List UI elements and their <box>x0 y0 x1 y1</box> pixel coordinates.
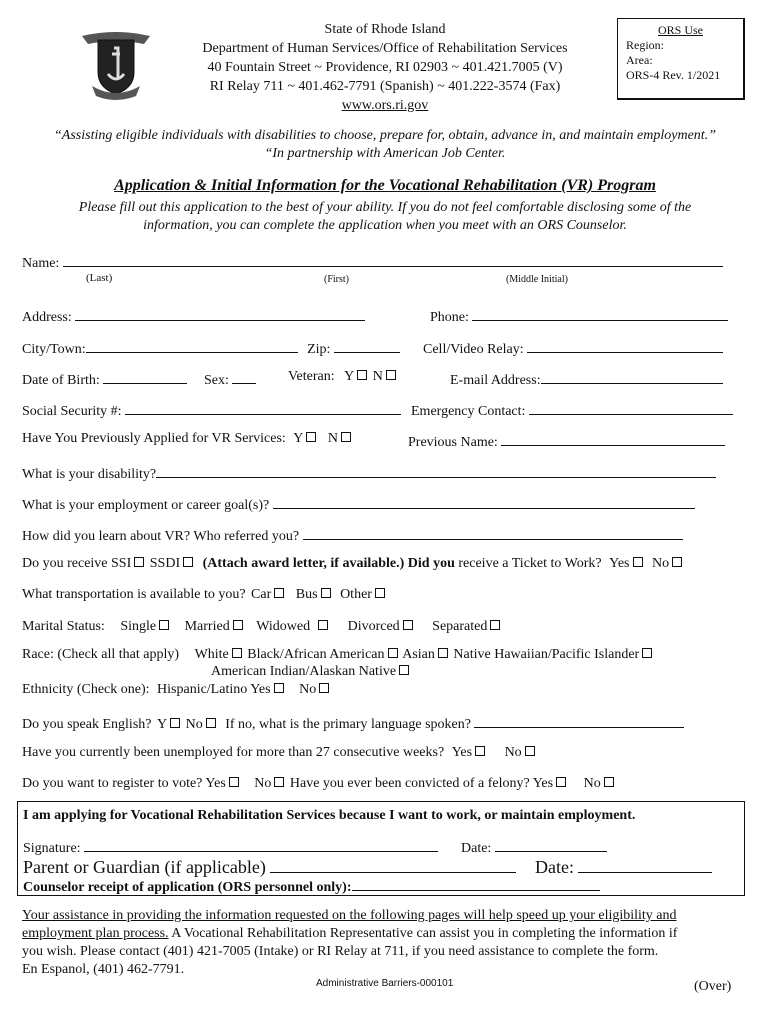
referral-label: How did you learn about VR? Who referred you? <box>22 529 300 544</box>
white-label: White <box>194 647 229 662</box>
ticket-yes-checkbox[interactable] <box>633 557 643 567</box>
signature-date-row <box>461 837 607 857</box>
veteran-no-label: N <box>372 369 383 384</box>
mission-line-2: “In partnership with American Job Center. <box>264 146 506 161</box>
previous-name-field[interactable] <box>501 431 725 446</box>
hispanic-yes-label: Yes <box>250 682 271 697</box>
signature-date-field[interactable] <box>495 837 607 852</box>
form-code: Administrative Barriers-000101 <box>316 978 454 989</box>
ticket-no-label: No <box>652 556 670 571</box>
email-field[interactable] <box>541 369 723 384</box>
footer-line-3: you wish. Please contact (401) 421-7005 (Intake) or RI Relay at 711, if you need assistance to complete the form. <box>22 944 659 959</box>
signature-label: Signature: <box>23 841 81 856</box>
counselor-row <box>23 876 600 896</box>
bus-label: Bus <box>295 587 318 602</box>
footer-line-1: Your assistance in providing the information requested on the following pages will help speed up your eligibility and <box>22 908 677 923</box>
english-label: Do you speak English? <box>22 717 152 732</box>
unemployed-row <box>22 745 537 761</box>
race-row-2 <box>211 664 411 680</box>
ssi-label: Do you receive SSI <box>22 556 132 571</box>
application-signature-box <box>17 801 745 896</box>
name-field[interactable] <box>63 252 723 267</box>
sex-label: Sex: <box>204 373 229 388</box>
dob-field[interactable] <box>103 369 187 384</box>
veteran-label: Veteran: <box>288 369 335 384</box>
ors-form-revision: ORS-4 Rev. 1/2021 <box>626 68 721 82</box>
department-name: Department of Human Services/Office of Rehabilitation Services <box>202 41 568 56</box>
widowed-label: Widowed <box>256 619 311 634</box>
agency-website-link[interactable]: www.ors.ri.gov <box>341 98 429 113</box>
benefits-row <box>22 556 684 572</box>
mission-line-1: “Assisting eligible individuals with disabilities to choose, prepare for, obtain, advance in, and maintain employment.” <box>54 128 716 143</box>
state-name: State of Rhode Island <box>324 22 446 37</box>
other-checkbox[interactable] <box>375 588 385 598</box>
hispanic-label: Hispanic/Latino <box>157 682 248 697</box>
signature-date-label: Date: <box>461 841 492 856</box>
ssn-row <box>22 400 401 420</box>
transport-row <box>22 587 387 603</box>
ors-use-box <box>617 18 745 100</box>
intro-line-1: Please fill out this application to the best of your ability. If you do not feel comfortable disclosing some of the <box>78 200 692 215</box>
vote-label: Do you want to register to vote? <box>22 776 203 791</box>
counselor-field[interactable] <box>352 876 600 891</box>
applied-label: Have You Previously Applied for VR Services: <box>22 431 286 446</box>
footer-line-2-underlined: employment plan process. <box>22 926 169 941</box>
marital-row <box>22 619 502 635</box>
assistance-paragraph <box>22 907 677 979</box>
vote-yes-label: Yes <box>205 776 226 791</box>
guardian-date-field[interactable] <box>578 855 712 873</box>
ticket-yes-label: Yes <box>609 556 630 571</box>
hispanic-yes-checkbox[interactable] <box>274 683 284 693</box>
guardian-date-label: Date: <box>535 857 574 877</box>
sex-field[interactable] <box>232 369 256 384</box>
zip-label: Zip: <box>307 342 331 357</box>
english-yes-label: Y <box>156 717 168 732</box>
guardian-row <box>23 855 516 878</box>
applied-no-checkbox[interactable] <box>341 432 351 442</box>
primary-language-label: If no, what is the primary language spoken? <box>225 717 471 732</box>
felony-yes-checkbox[interactable] <box>556 777 566 787</box>
hispanic-no-label: No <box>299 682 317 697</box>
goals-label: What is your employment or career goal(s)? <box>22 498 270 513</box>
ethnicity-row <box>22 682 331 698</box>
cell-field[interactable] <box>527 338 723 353</box>
applied-no-label: N <box>327 431 339 446</box>
marital-label: Marital Status: <box>22 619 105 634</box>
hawaiian-checkbox[interactable] <box>642 648 652 658</box>
form-title: Application & Initial Information for the Vocational Rehabilitation (VR) Program <box>114 177 656 194</box>
form-instructions <box>0 199 770 235</box>
bus-checkbox[interactable] <box>321 588 331 598</box>
city-field[interactable] <box>86 338 298 353</box>
veteran-no-checkbox[interactable] <box>386 370 396 380</box>
race-label: Race: (Check all that apply) <box>22 647 180 662</box>
black-checkbox[interactable] <box>388 648 398 658</box>
black-label: Black/African American <box>247 647 385 662</box>
address-field[interactable] <box>75 306 365 321</box>
email-row <box>450 369 723 389</box>
vote-no-label: No <box>254 776 272 791</box>
disability-label: What is your disability? <box>22 467 157 482</box>
agency-address: 40 Fountain Street ~ Providence, RI 02903 ~ 401.421.7005 (V) <box>207 60 563 75</box>
english-no-label: No <box>185 717 203 732</box>
footer-line-2 <box>22 925 677 943</box>
signature-field[interactable] <box>84 837 438 852</box>
unemployed-no-label: No <box>504 745 522 760</box>
asian-checkbox[interactable] <box>438 648 448 658</box>
disability-row <box>22 463 716 483</box>
unemployed-yes-label: Yes <box>451 745 473 760</box>
ssdi-checkbox[interactable] <box>183 557 193 567</box>
sex-row <box>204 369 256 389</box>
vote-no-checkbox[interactable] <box>274 777 284 787</box>
previous-name-label: Previous Name: <box>408 435 498 450</box>
city-row <box>22 338 400 358</box>
hawaiian-label: Native Hawaiian/Pacific Islander <box>453 647 640 662</box>
cell-row <box>423 338 723 358</box>
veteran-row <box>288 369 398 385</box>
ssdi-label: SSDI <box>149 556 181 571</box>
previous-name-row <box>408 431 725 451</box>
attach-award-note: (Attach award letter, if available.) <box>202 556 405 571</box>
felony-no-label: No <box>583 776 601 791</box>
felony-yes-label: Yes <box>532 776 554 791</box>
unemployed-yes-checkbox[interactable] <box>475 746 485 756</box>
middle-initial-hint: (Middle Initial) <box>506 274 568 285</box>
zip-field[interactable] <box>334 338 400 353</box>
first-name-hint: (First) <box>324 274 349 285</box>
guardian-field[interactable] <box>270 855 516 873</box>
mission-statement <box>0 127 770 163</box>
felony-label: Have you ever been convicted of a felony? <box>289 776 530 791</box>
felony-no-checkbox[interactable] <box>604 777 614 787</box>
divorced-checkbox[interactable] <box>403 620 413 630</box>
guardian-label: Parent or Guardian (if applicable) <box>23 857 266 877</box>
address-label: Address: <box>22 310 72 325</box>
dob-row <box>22 369 187 389</box>
english-row <box>22 713 684 733</box>
separated-label: Separated <box>432 619 488 634</box>
married-checkbox[interactable] <box>233 620 243 630</box>
transport-label: What transportation is available to you? <box>22 587 246 602</box>
signature-row <box>23 837 438 857</box>
ticket-no-checkbox[interactable] <box>672 557 682 567</box>
unemployed-label: Have you currently been unemployed for more than 27 consecutive weeks? <box>22 745 445 760</box>
applied-yes-checkbox[interactable] <box>306 432 316 442</box>
unemployed-no-checkbox[interactable] <box>525 746 535 756</box>
agency-relay: RI Relay 711 ~ 401.462-7791 (Spanish) ~ 401.222-3574 (Fax) <box>209 79 561 94</box>
race-row <box>22 647 654 663</box>
veteran-yes-checkbox[interactable] <box>357 370 367 380</box>
married-label: Married <box>184 619 230 634</box>
phone-field[interactable] <box>472 306 728 321</box>
vote-felony-row <box>22 776 616 792</box>
ors-use-title: ORS Use <box>657 23 703 37</box>
ssn-field[interactable] <box>125 400 401 415</box>
applied-row <box>22 431 353 447</box>
emergency-row <box>411 400 733 420</box>
city-label: City/Town: <box>22 342 86 357</box>
english-yes-checkbox[interactable] <box>170 718 180 728</box>
single-label: Single <box>120 619 157 634</box>
emergency-label: Emergency Contact: <box>411 404 526 419</box>
address-row <box>22 306 365 326</box>
veteran-yes-label: Y <box>344 369 355 384</box>
english-no-checkbox[interactable] <box>206 718 216 728</box>
ssi-checkbox[interactable] <box>134 557 144 567</box>
single-checkbox[interactable] <box>159 620 169 630</box>
disability-field[interactable] <box>156 463 716 478</box>
other-label: Other <box>340 587 372 602</box>
referral-field[interactable] <box>303 525 683 540</box>
cell-label: Cell/Video Relay: <box>423 342 524 357</box>
dob-label: Date of Birth: <box>22 373 100 388</box>
hispanic-no-checkbox[interactable] <box>319 683 329 693</box>
intro-line-2: information, you can complete the application when you meet with an ORS Counselor. <box>143 218 627 233</box>
asian-label: Asian <box>402 647 435 662</box>
over-note: (Over) <box>694 979 732 994</box>
applied-yes-label: Y <box>293 431 304 446</box>
referral-row <box>22 525 683 545</box>
ors-region-label: Region: <box>626 38 664 52</box>
state-seal-logo <box>78 26 154 100</box>
phone-label: Phone: <box>430 310 469 325</box>
widowed-checkbox[interactable] <box>318 620 328 630</box>
name-label: Name: <box>22 256 60 271</box>
footer-line-2-rest: A Vocational Rehabilitation Representative can assist you in completing the information if <box>168 926 678 941</box>
ssn-label: Social Security #: <box>22 404 122 419</box>
footer-line-4: En Espanol, (401) 462-7791. <box>22 962 185 977</box>
counselor-label: Counselor receipt of application (ORS personnel only): <box>23 880 352 895</box>
american-indian-checkbox[interactable] <box>399 665 409 675</box>
last-name-hint: (Last) <box>86 272 113 284</box>
car-checkbox[interactable] <box>274 588 284 598</box>
applying-statement: I am applying for Vocational Rehabilitation Services because I want to work, or maintain employment. <box>23 808 636 823</box>
emergency-field[interactable] <box>529 400 733 415</box>
primary-language-field[interactable] <box>474 713 684 728</box>
car-label: Car <box>251 587 272 602</box>
agency-header <box>160 20 610 115</box>
name-row <box>22 252 723 272</box>
guardian-date-row <box>535 855 712 878</box>
white-checkbox[interactable] <box>232 648 242 658</box>
goals-row <box>22 494 695 514</box>
phone-row <box>430 306 728 326</box>
vote-yes-checkbox[interactable] <box>229 777 239 787</box>
email-label: E-mail Address: <box>450 373 541 388</box>
divorced-label: Divorced <box>347 619 400 634</box>
goals-field[interactable] <box>273 494 695 509</box>
ors-area-label: Area: <box>626 53 653 67</box>
did-you-label: Did you <box>407 556 455 571</box>
american-indian-label: American Indian/Alaskan Native <box>211 664 397 679</box>
separated-checkbox[interactable] <box>490 620 500 630</box>
ticket-label: receive a Ticket to Work? <box>458 556 602 571</box>
ethnicity-label: Ethnicity (Check one): <box>22 682 150 697</box>
